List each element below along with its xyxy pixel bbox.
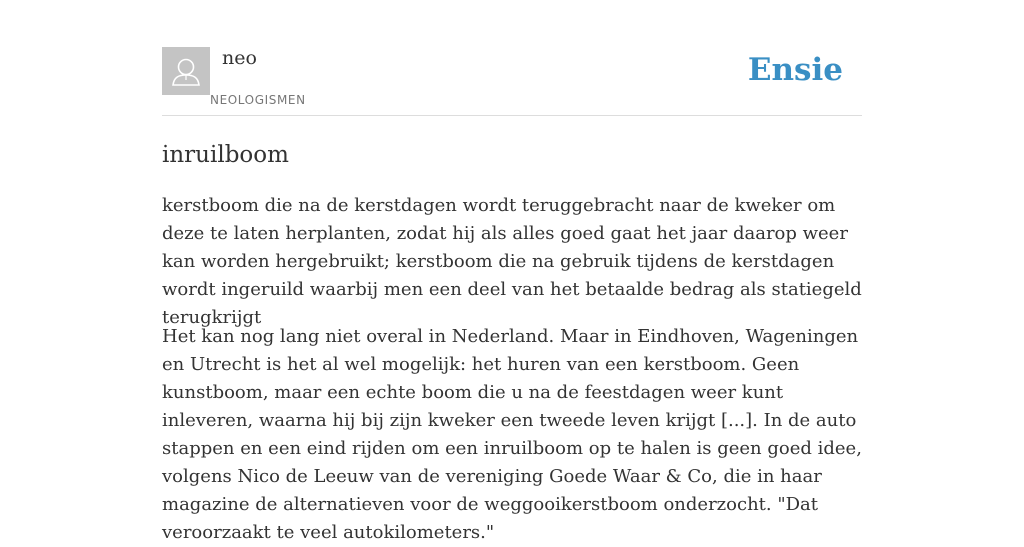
user-avatar-icon[interactable] [162, 47, 210, 95]
username-link[interactable]: neo [222, 47, 257, 69]
entry-header [162, 0, 862, 116]
entry-example: Het kan nog lang niet overal in Nederland. Maar in Eindhoven, Wageningen en Utrecht is het al wel mogelijk: het huren van een kerstboom. Geen kunstboom, maar een echte boom die u na de feestdagen weer kunt inleveren, waarna hij bij zijn kweker een tweede leven krijgt [...]. In de auto stappen en een eind rijden om een inruilboom op te halen is geen goed idee, volgens Nico de Leeuw van de vereniging Goede Waar & Co, die in haar magazine de alternatieven voor de weggooikerstboom onderzocht. "Dat veroorzaakt te veel autokilometers." [162, 326, 862, 543]
site-logo[interactable]: Ensie [747, 52, 843, 88]
entry-container [162, 0, 862, 543]
entry-title: inruilboom [162, 142, 289, 168]
category-label[interactable]: NEOLOGISMEN [210, 93, 306, 107]
entry-definition: kerstboom die na de kerstdagen wordt teruggebracht naar de kweker om deze te laten herplanten, zodat hij als alles goed gaat het jaar daarop weer kan worden hergebruikt; kerstboom die na gebruik tijdens de kerstdagen wordt ingeruild waarbij men een deel van het betaalde bedrag als statiegeld terugkrijgt [162, 195, 862, 328]
